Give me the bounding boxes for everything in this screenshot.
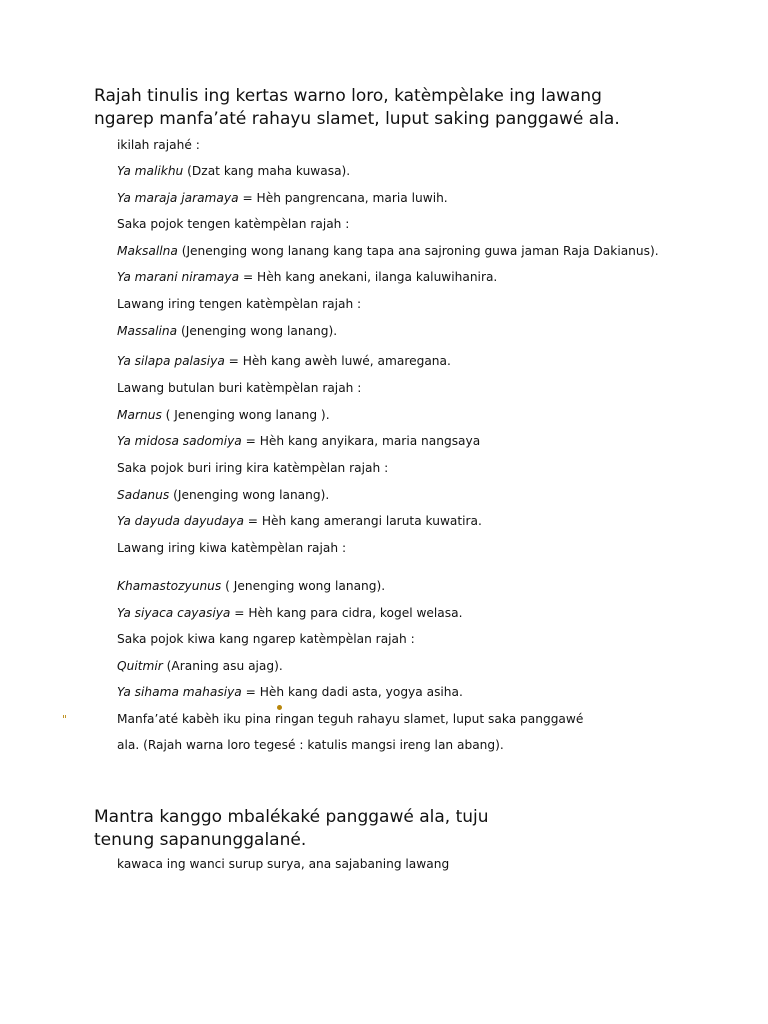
text-line: Ya midosa sadomiya = Hèh kang anyikara, maria nangsaya [117,434,481,448]
text-line: ala. (Rajah warna loro tegesé : katulis mangsi ireng lan abang). [117,738,504,752]
text-line: Lawang butulan buri katèmpèlan rajah : [117,381,362,395]
section-heading-mantra [94,806,489,852]
text-line: Quitmir (Araning asu ajag). [117,659,283,673]
text-line: Sadanus (Jenenging wong lanang). [117,488,330,502]
heading-line: Mantra kanggo mbalékaké panggawé ala, tuju [94,807,489,827]
text-line: Ya dayuda dayudaya = Hèh kang amerangi laruta kuwatira. [117,514,482,528]
heading-line: ngarep manfa’até rahayu slamet, luput saking panggawé ala. [94,109,620,129]
text-line: kawaca ing wanci surup surya, ana sajabaning lawang [117,857,450,871]
text-line: Maksallna (Jenenging wong lanang kang tapa ana sajroning guwa jaman Raja Dakianus). [117,244,659,258]
text-line: Saka pojok tengen katèmpèlan rajah : [117,217,350,231]
text-line: Ya sihama mahasiya = Hèh kang dadi asta, yogya asiha. [117,685,463,699]
text-line: Khamastozyunus ( Jenenging wong lanang). [117,579,386,593]
heading-line: tenung sapanunggalané. [94,830,307,850]
text-line: ikilah rajahé : [117,138,200,152]
text-line: Manfa’até kabèh iku pina ringan teguh rahayu slamet, luput saka panggawé [117,712,584,726]
text-line: Saka pojok buri iring kira katèmpèlan rajah : [117,461,389,475]
annotation-dot [277,705,282,710]
text-line: Lawang iring tengen katèmpèlan rajah : [117,297,362,311]
text-line: Massalina (Jenenging wong lanang). [117,324,338,338]
text-line: Ya marani niramaya = Hèh kang anekani, ilanga kaluwihanira. [117,270,498,284]
heading-line: Rajah tinulis ing kertas warno loro, katèmpèlake ing lawang [94,86,602,106]
text-line: Marnus ( Jenenging wong lanang ). [117,408,330,422]
text-line: Ya malikhu (Dzat kang maha kuwasa). [117,164,351,178]
text-line: Ya siyaca cayasiya = Hèh kang para cidra, kogel welasa. [117,606,463,620]
section-heading-rajah [94,85,620,131]
margin-marker: " [62,713,68,726]
text-line: Ya silapa palasiya = Hèh kang awèh luwé, amaregana. [117,354,451,368]
text-line: Saka pojok kiwa kang ngarep katèmpèlan rajah : [117,632,415,646]
text-line: Lawang iring kiwa katèmpèlan rajah : [117,541,347,555]
text-line: Ya maraja jaramaya = Hèh pangrencana, maria luwih. [117,191,448,205]
